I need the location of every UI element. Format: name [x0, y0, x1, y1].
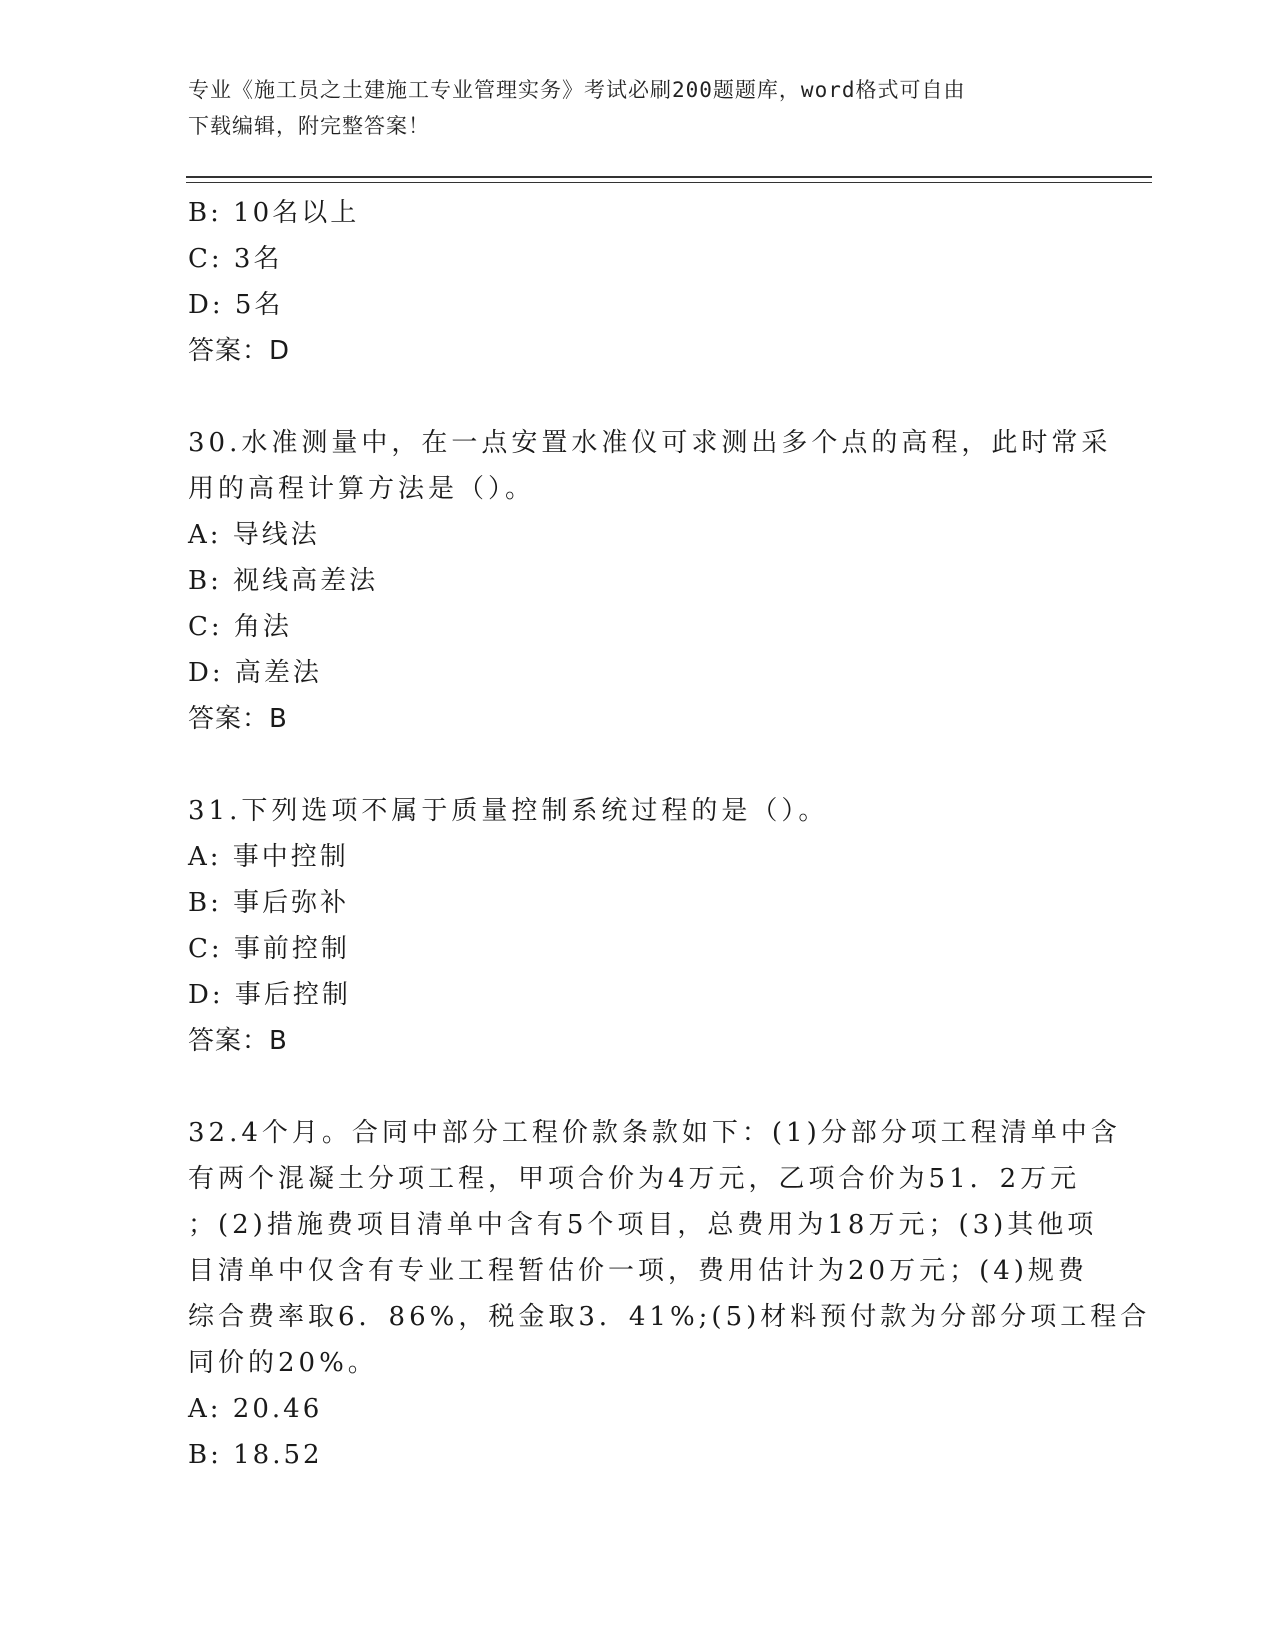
stem-line: 用的高程计算方法是（）。 — [188, 474, 536, 504]
stem-line: ；(2)措施费项目清单中含有5个项目，总费用为18万元；(3)其他项 — [188, 1210, 1098, 1240]
question-stem — [188, 420, 1112, 512]
option-b: B: 10名以上 — [188, 198, 360, 228]
stem-line: 有两个混凝土分项工程，甲项合价为4万元，乙项合价为51．2万元 — [188, 1164, 1081, 1194]
option-c: C: 3名 — [188, 244, 283, 274]
answer-line: 答案：B — [188, 704, 288, 734]
stem-line: 同价的20%。 — [188, 1348, 378, 1378]
stem-line: 31.下列选项不属于质量控制系统过程的是（）。 — [188, 796, 829, 826]
header-line-2: 下载编辑，附完整答案！ — [188, 114, 430, 138]
option-d: D: 5名 — [188, 290, 284, 320]
option-d: D: 事后控制 — [188, 980, 351, 1010]
option-a: A: 20.46 — [188, 1394, 323, 1424]
question-32 — [188, 1110, 1151, 1478]
header-line-1: 专业《施工员之土建施工专业管理实务》考试必刷200题题库，word格式可自由 — [188, 78, 966, 102]
stem-line: 目清单中仅含有专业工程暂估价一项，费用估计为20万元；(4)规费 — [188, 1256, 1088, 1286]
stem-line: 综合费率取6．86%，税金取3．41%;(5)材料预付款为分部分项工程合 — [188, 1302, 1151, 1332]
option-b: B: 18.52 — [188, 1440, 323, 1470]
option-c: C: 事前控制 — [188, 934, 350, 964]
option-a: A: 导线法 — [188, 520, 320, 550]
answer-line: 答案：B — [188, 1026, 288, 1056]
previous-question-tail — [188, 190, 1088, 374]
header-divider — [186, 176, 1152, 183]
spacer — [188, 374, 1088, 420]
option-d: D: 高差法 — [188, 658, 322, 688]
option-c: C: 角法 — [188, 612, 292, 642]
spacer — [188, 1064, 1088, 1110]
option-b: B: 事后弥补 — [188, 888, 350, 918]
option-b: B: 视线高差法 — [188, 566, 379, 596]
question-stem — [188, 788, 1088, 834]
question-31 — [188, 788, 1088, 1064]
answer-line: 答案：D — [188, 336, 291, 366]
spacer — [188, 742, 1088, 788]
option-a: A: 事中控制 — [188, 842, 349, 872]
stem-line: 32.4个月。合同中部分工程价款条款如下：(1)分部分项工程清单中含 — [188, 1118, 1121, 1148]
document-body — [188, 190, 1151, 1478]
stem-line: 30.水准测量中，在一点安置水准仪可求测出多个点的高程，此时常采 — [188, 428, 1112, 458]
question-stem — [188, 1110, 1151, 1386]
question-30 — [188, 420, 1112, 742]
page-header — [188, 72, 1088, 144]
